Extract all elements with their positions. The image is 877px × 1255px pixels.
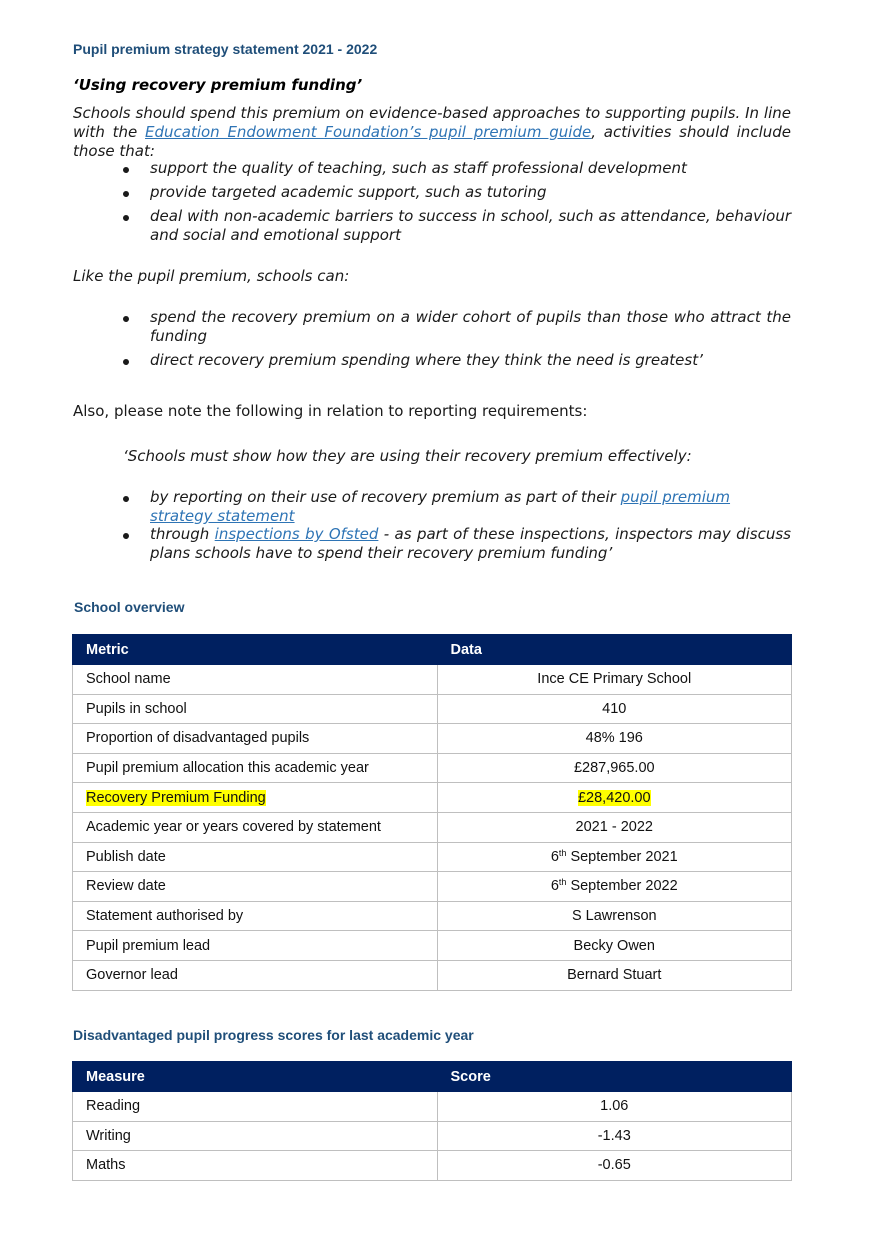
list-item-can: direct recovery premium spending where they think the need is greatest’ bbox=[150, 351, 703, 369]
measure-cell: Writing bbox=[73, 1121, 438, 1151]
date-day: 6 bbox=[550, 878, 559, 895]
bullet-icon bbox=[123, 496, 129, 502]
like-pp-text: Like the pupil premium, schools can: bbox=[73, 267, 350, 285]
list-item-activity: provide targeted academic support, such as tutoring bbox=[150, 183, 547, 201]
data-cell bbox=[437, 842, 791, 872]
bullet-icon bbox=[123, 533, 129, 539]
metric-cell bbox=[73, 783, 438, 813]
measure-cell: Maths bbox=[73, 1151, 438, 1181]
metric-cell: Pupil premium allocation this academic year bbox=[73, 753, 438, 783]
date-day: 6 bbox=[550, 848, 559, 865]
list-item-can: spend the recovery premium on a wider cohort of pupils than those who attract the funding bbox=[150, 308, 791, 345]
data-cell: Bernard Stuart bbox=[437, 960, 791, 990]
bullet-icon bbox=[123, 191, 129, 197]
date-rest: September 2022 bbox=[566, 878, 678, 895]
table-row bbox=[73, 724, 792, 754]
metric-cell: Pupils in school bbox=[73, 694, 438, 724]
highlighted-value: £28,420.00 bbox=[577, 789, 651, 806]
bullet-icon bbox=[123, 215, 129, 221]
table-header-row bbox=[73, 1062, 792, 1092]
table-row bbox=[73, 901, 792, 931]
score-cell: 1.06 bbox=[437, 1092, 792, 1122]
data-cell: Ince CE Primary School bbox=[437, 665, 791, 695]
list-item-activity: support the quality of teaching, such as staff professional development bbox=[150, 159, 687, 177]
metric-cell: School name bbox=[73, 665, 438, 695]
metric-cell: Pupil premium lead bbox=[73, 931, 438, 961]
data-cell: S Lawrenson bbox=[437, 901, 791, 931]
data-cell: Becky Owen bbox=[437, 931, 791, 961]
score-cell: -0.65 bbox=[437, 1151, 792, 1181]
document-title: Pupil premium strategy statement 2021 - 2022 bbox=[73, 41, 378, 57]
data-cell bbox=[437, 872, 791, 902]
report-text: by reporting on their use of recovery premium as part of their bbox=[150, 488, 621, 506]
column-header-data: Data bbox=[437, 635, 791, 665]
table-row bbox=[73, 1092, 792, 1122]
intro-text-start: Schools should spend this premium on evidence-based approaches to supporting pupils. In line with the bbox=[73, 104, 791, 141]
data-cell: 2021 - 2022 bbox=[437, 812, 791, 842]
table-row bbox=[73, 812, 792, 842]
data-cell bbox=[437, 783, 791, 813]
table-row bbox=[73, 753, 792, 783]
metric-cell: Publish date bbox=[73, 842, 438, 872]
school-overview-table bbox=[72, 634, 792, 991]
column-header-metric: Metric bbox=[73, 635, 438, 665]
school-overview-heading: School overview bbox=[74, 599, 185, 615]
table-row bbox=[73, 665, 792, 695]
list-item-activity: deal with non-academic barriers to success in school, such as attendance, behaviour and social and emotional support bbox=[150, 207, 791, 244]
score-cell: -1.43 bbox=[437, 1121, 792, 1151]
through-text: through bbox=[150, 525, 215, 543]
progress-scores-heading: Disadvantaged pupil progress scores for last academic year bbox=[73, 1027, 474, 1043]
data-cell: 48% 196 bbox=[437, 724, 791, 754]
table-row bbox=[73, 842, 792, 872]
metric-cell: Academic year or years covered by statement bbox=[73, 812, 438, 842]
table-row bbox=[73, 1151, 792, 1181]
table-row bbox=[73, 872, 792, 902]
table-row bbox=[73, 931, 792, 961]
eef-guide-link[interactable]: Education Endowment Foundation’s pupil premium guide bbox=[145, 123, 592, 141]
table-row bbox=[73, 960, 792, 990]
metric-cell: Statement authorised by bbox=[73, 901, 438, 931]
table-row bbox=[73, 1121, 792, 1151]
table-header-row bbox=[73, 635, 792, 665]
date-suffix: th bbox=[558, 847, 567, 858]
data-cell: 410 bbox=[437, 694, 791, 724]
column-header-measure: Measure bbox=[73, 1062, 438, 1092]
intro-paragraph bbox=[73, 104, 791, 161]
date-suffix: th bbox=[558, 877, 567, 888]
progress-scores-table bbox=[72, 1061, 792, 1181]
list-item-report bbox=[150, 488, 795, 526]
table-row bbox=[73, 694, 792, 724]
metric-cell: Review date bbox=[73, 872, 438, 902]
table-row bbox=[73, 783, 792, 813]
pp-strategy-link[interactable]: pupil premium strategy statement bbox=[150, 488, 731, 525]
column-header-score: Score bbox=[437, 1062, 792, 1092]
intro-text-end: , activities should include those that: bbox=[73, 123, 791, 160]
bullet-icon bbox=[123, 316, 129, 322]
ofsted-inspections-link[interactable]: inspections by Ofsted bbox=[214, 525, 379, 543]
quote-heading: ‘Using recovery premium funding’ bbox=[73, 76, 363, 94]
bullet-icon bbox=[123, 167, 129, 173]
metric-cell: Proportion of disadvantaged pupils bbox=[73, 724, 438, 754]
also-note-text: Also, please note the following in relation to reporting requirements: bbox=[73, 402, 588, 420]
metric-cell: Governor lead bbox=[73, 960, 438, 990]
data-cell: £287,965.00 bbox=[437, 753, 791, 783]
through-text-end: - as part of these inspections, inspectors may discuss plans schools have to spend their recovery premium funding’ bbox=[150, 525, 791, 562]
measure-cell: Reading bbox=[73, 1092, 438, 1122]
list-item-through bbox=[150, 525, 791, 563]
highlighted-metric: Recovery Premium Funding bbox=[86, 789, 266, 806]
bullet-icon bbox=[123, 359, 129, 365]
must-show-text: ‘Schools must show how they are using their recovery premium effectively: bbox=[123, 447, 692, 465]
date-rest: September 2021 bbox=[566, 848, 678, 865]
